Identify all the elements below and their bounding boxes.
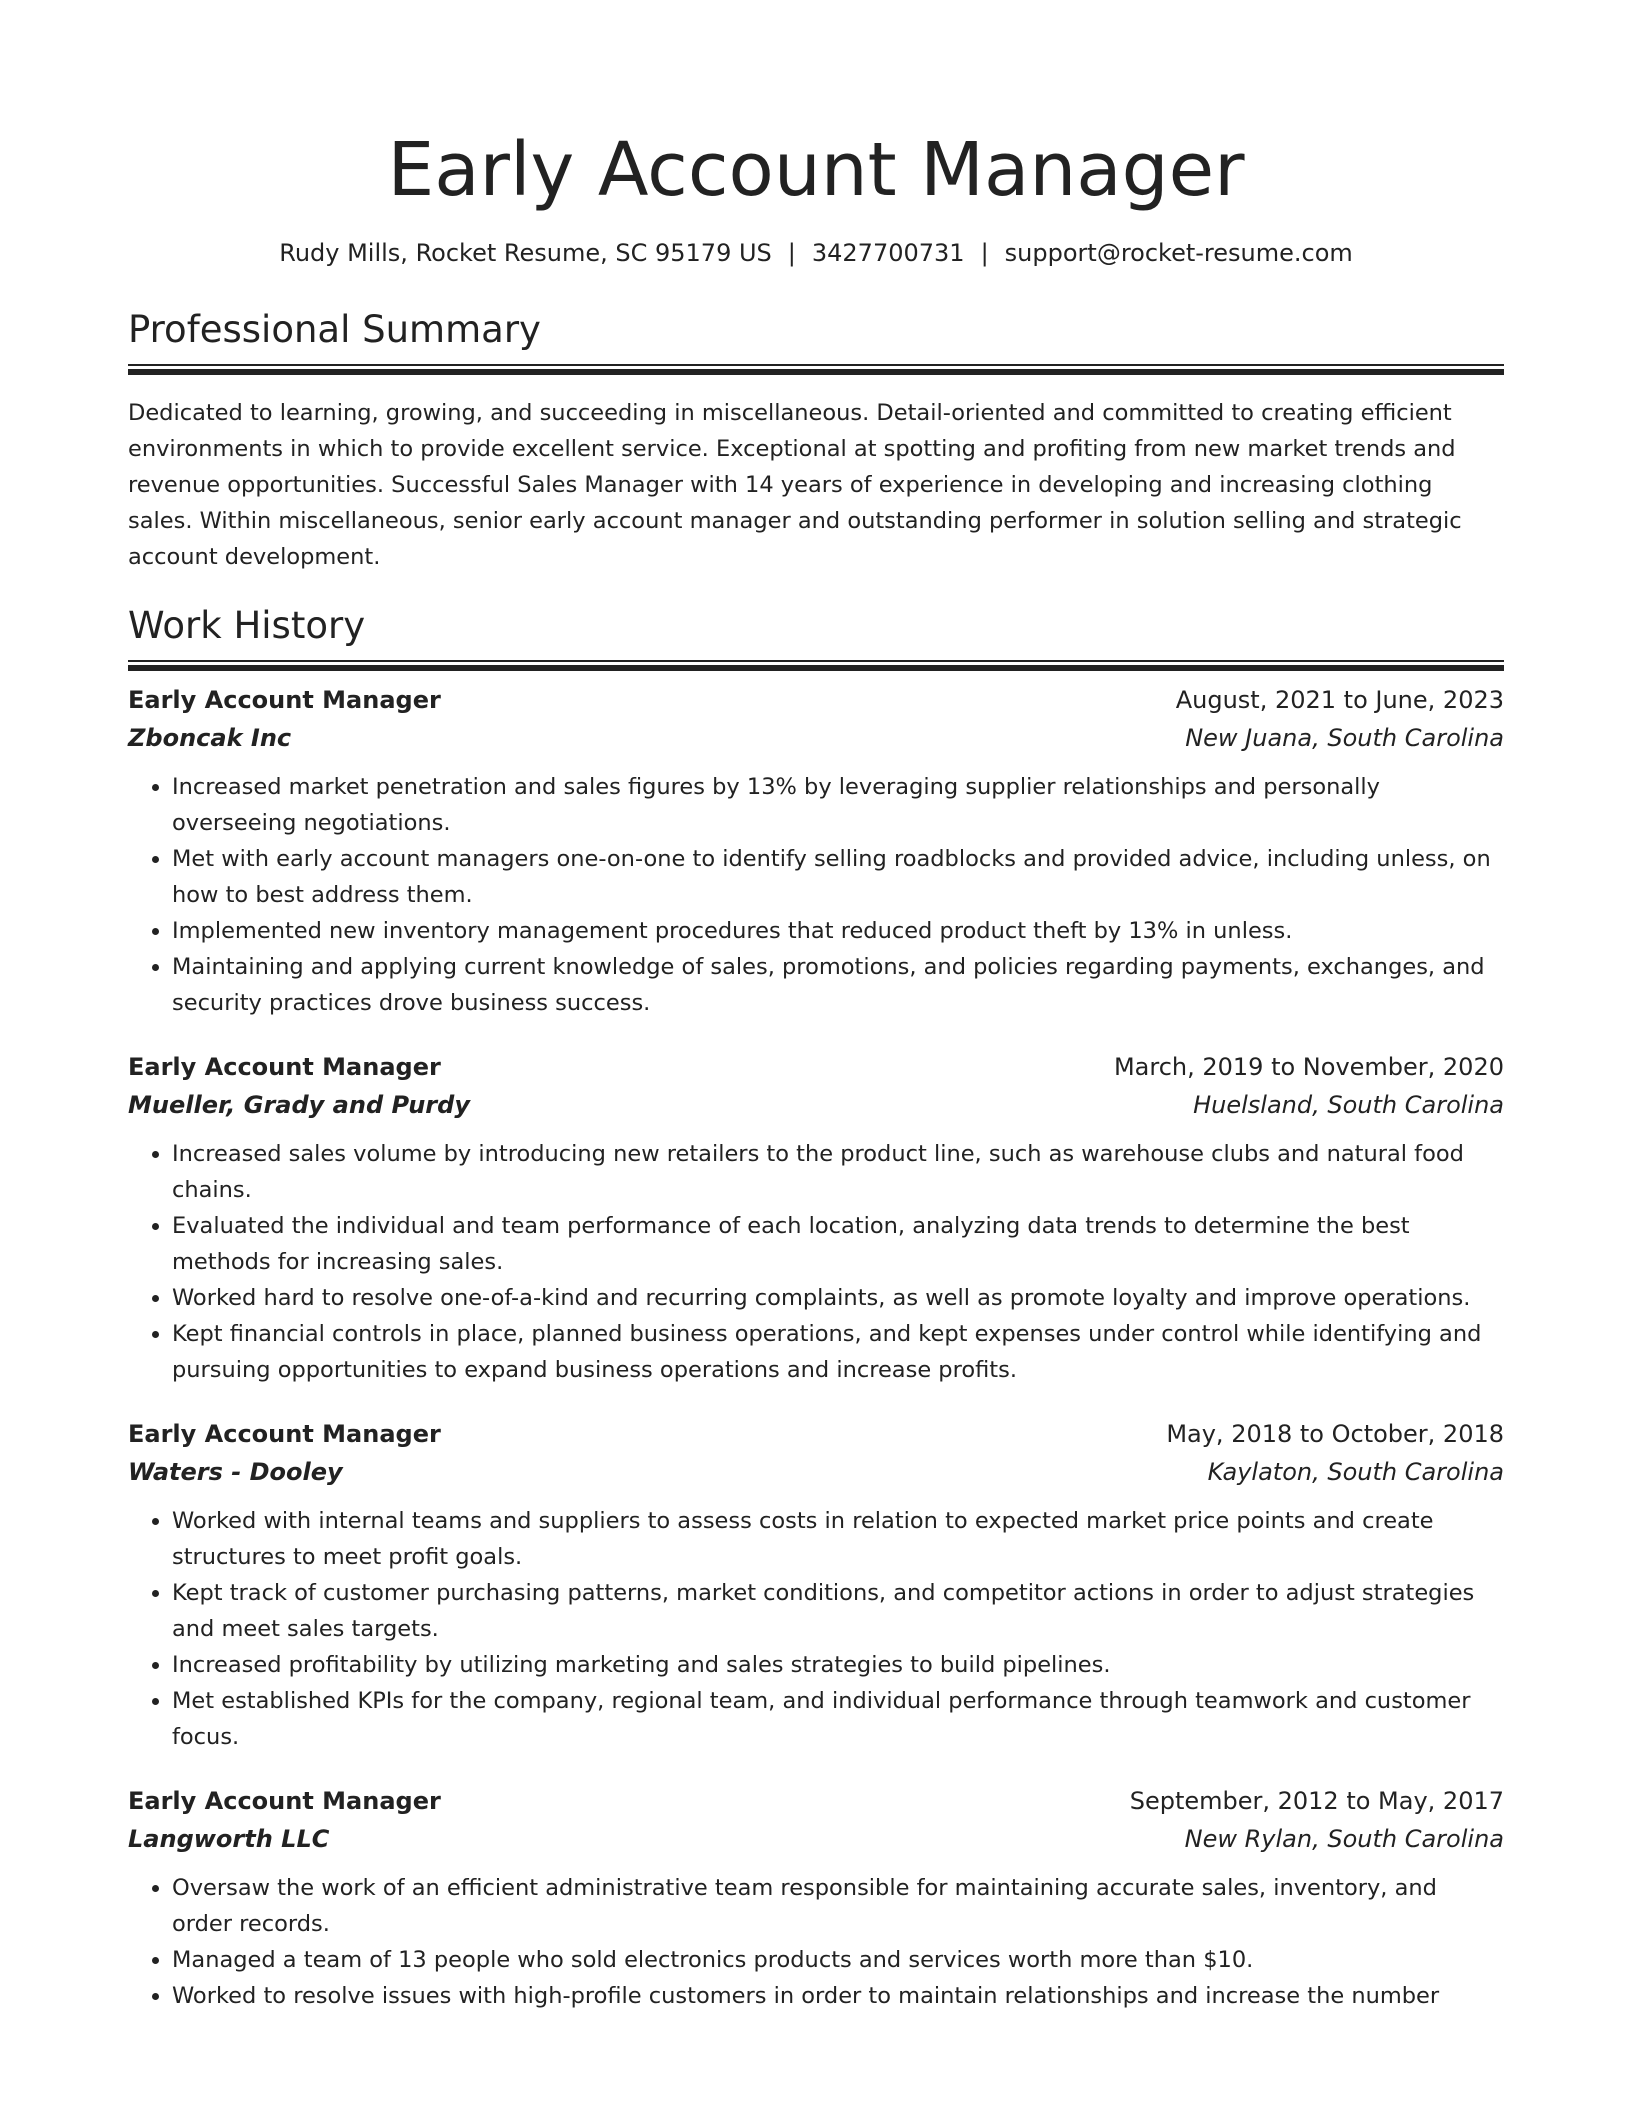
job-bullet: • Met established KPIs for the company, regional team, and individual performance through teamwork and customer focus. <box>172 1683 1504 1755</box>
job-location: Huelsland, South Carolina <box>1193 1091 1504 1119</box>
job-title: Early Account Manager <box>128 686 441 714</box>
job-company-row <box>128 719 1504 757</box>
contact-phone: 3427700731 <box>811 239 965 267</box>
job-header-row <box>128 1415 1504 1453</box>
contact-email: support@rocket-resume.com <box>1004 239 1353 267</box>
job-bullets <box>128 1870 1504 2014</box>
resume-page <box>128 0 1504 2014</box>
job-location: New Juana, South Carolina <box>1185 724 1504 752</box>
section-divider <box>128 364 1504 375</box>
job-bullet: • Implemented new inventory management procedures that reduced product theft by 13% in unless. <box>172 913 1504 949</box>
job-bullet: • Maintaining and applying current knowledge of sales, promotions, and policies regarding payments, exchanges, and security practices drove business success. <box>172 949 1504 1021</box>
job-dates: September, 2012 to May, 2017 <box>1129 1787 1504 1815</box>
job-title: Early Account Manager <box>128 1787 441 1815</box>
job-bullet: • Evaluated the individual and team performance of each location, analyzing data trends to determine the best methods for increasing sales. <box>172 1208 1504 1280</box>
work-history-heading: Work History <box>128 604 366 647</box>
job-entry <box>128 681 1504 1021</box>
resume-title: Early Account Manager <box>387 127 1245 213</box>
job-title: Early Account Manager <box>128 1420 441 1448</box>
job-bullets <box>128 1136 1504 1388</box>
job-company: Mueller, Grady and Purdy <box>128 1091 470 1119</box>
job-location: Kaylaton, South Carolina <box>1207 1458 1504 1486</box>
job-title: Early Account Manager <box>128 1053 441 1081</box>
job-bullet: • Kept track of customer purchasing patterns, market conditions, and competitor actions in order to adjust strategies and meet sales targets. <box>172 1575 1504 1647</box>
job-bullets <box>128 769 1504 1021</box>
job-bullet: • Managed a team of 13 people who sold electronics products and services worth more than $10. <box>172 1942 1504 1978</box>
section-divider <box>128 660 1504 671</box>
job-bullet: • Worked to resolve issues with high-profile customers in order to maintain relationships and increase the number <box>172 1978 1504 2014</box>
job-bullet: • Worked with internal teams and suppliers to assess costs in relation to expected market price points and create structures to meet profit goals. <box>172 1503 1504 1575</box>
contact-line <box>128 236 1504 270</box>
job-bullet: • Met with early account managers one-on-one to identify selling roadblocks and provided advice, including unless, on how to best address them. <box>172 841 1504 913</box>
job-company-row <box>128 1453 1504 1491</box>
summary-text: Dedicated to learning, growing, and succeeding in miscellaneous. Detail-oriented and committed to creating efficient environments in which to provide excellent service. Exceptional at spotting and profiting from new market trends and revenue opportunities. Successful Sales Manager with 14 years of experience in developing and increasing clothing sales. Within miscellaneous, senior early account manager and outstanding performer in solution selling and strategic account development. <box>128 400 1462 570</box>
contact-separator: | <box>787 239 796 267</box>
job-entry <box>128 1048 1504 1388</box>
job-company: Zboncak Inc <box>128 724 292 752</box>
job-entry <box>128 1782 1504 2014</box>
job-company: Langworth LLC <box>128 1825 330 1853</box>
job-bullet: • Increased sales volume by introducing new retailers to the product line, such as warehouse clubs and natural food chains. <box>172 1136 1504 1208</box>
job-location: New Rylan, South Carolina <box>1184 1825 1504 1853</box>
job-bullet: • Oversaw the work of an efficient administrative team responsible for maintaining accurate sales, inventory, and order records. <box>172 1870 1504 1942</box>
job-entry <box>128 1415 1504 1755</box>
job-header-row <box>128 1782 1504 1820</box>
job-company-row <box>128 1820 1504 1858</box>
summary-heading: Professional Summary <box>128 308 541 351</box>
job-bullet: • Increased profitability by utilizing marketing and sales strategies to build pipelines. <box>172 1647 1504 1683</box>
job-bullet: • Worked hard to resolve one-of-a-kind and recurring complaints, as well as promote loyalty and improve operations. <box>172 1280 1504 1316</box>
job-list <box>128 681 1504 2014</box>
contact-separator: | <box>980 239 989 267</box>
job-bullet: • Kept financial controls in place, planned business operations, and kept expenses under control while identifying and pursuing opportunities to expand business operations and increase profits. <box>172 1316 1504 1388</box>
job-dates: May, 2018 to October, 2018 <box>1166 1420 1504 1448</box>
job-company: Waters - Dooley <box>128 1458 343 1486</box>
job-bullet: • Increased market penetration and sales figures by 13% by leveraging supplier relationships and personally overseeing negotiations. <box>172 769 1504 841</box>
job-dates: August, 2021 to June, 2023 <box>1175 686 1504 714</box>
job-bullets <box>128 1503 1504 1755</box>
job-dates: March, 2019 to November, 2020 <box>1113 1053 1504 1081</box>
contact-address: Rudy Mills, Rocket Resume, SC 95179 US <box>279 239 772 267</box>
job-header-row <box>128 1048 1504 1086</box>
job-header-row <box>128 681 1504 719</box>
job-company-row <box>128 1086 1504 1124</box>
